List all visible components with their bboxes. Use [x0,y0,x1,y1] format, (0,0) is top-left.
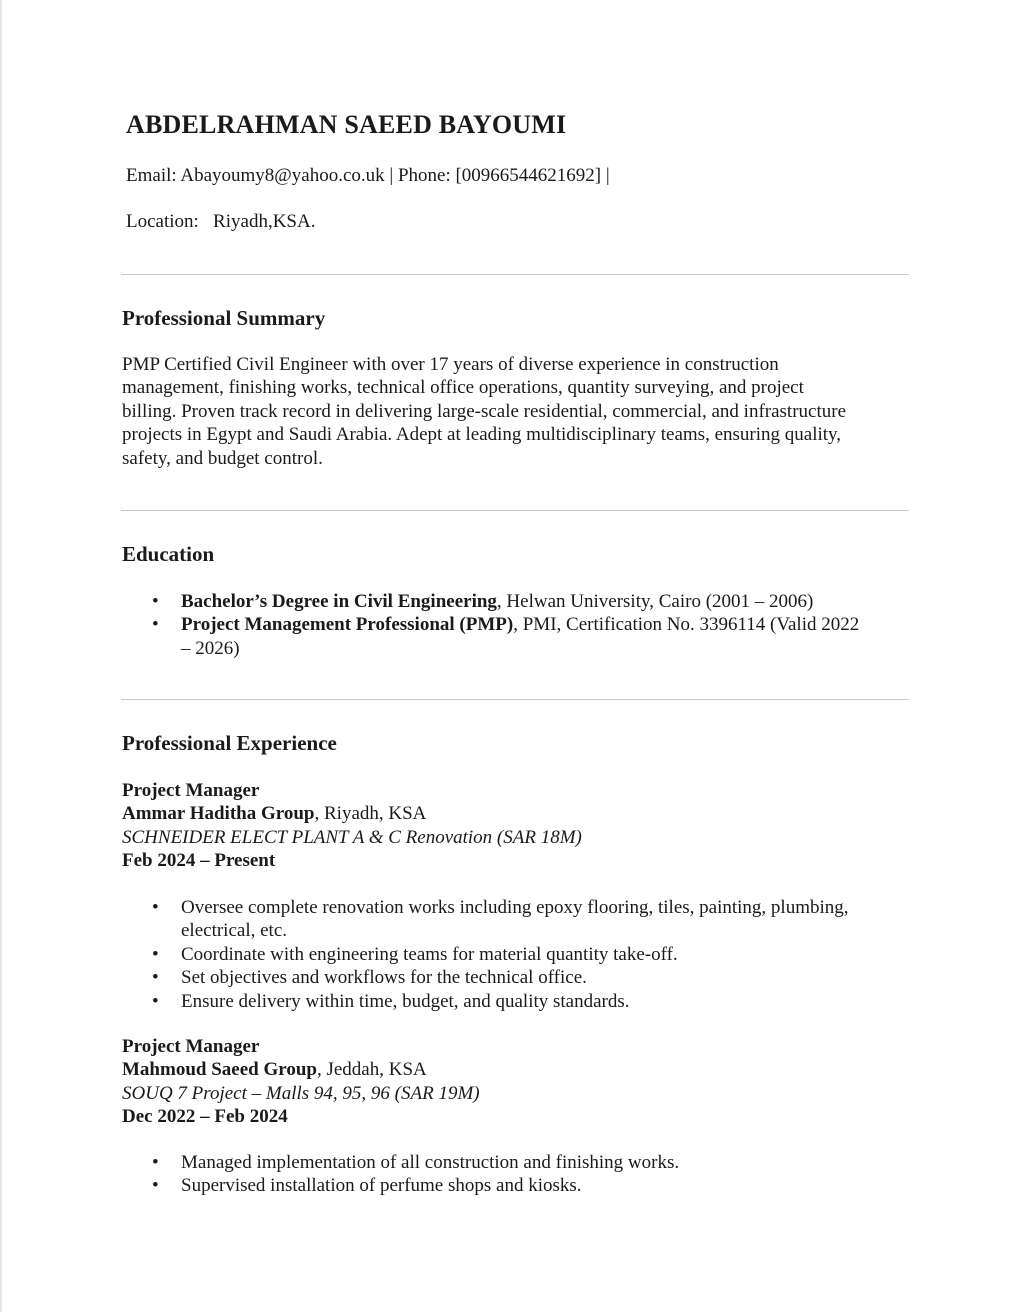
education-item [150,590,859,613]
contact-line: Email: Abayoumy8@yahoo.co.uk | Phone: [00966544621692] | [126,165,610,186]
bullet-icon: • [152,897,159,918]
project-name: SOUQ 7 Project – Malls 94, 95, 96 (SAR 19M) [122,1082,480,1104]
list-item [150,943,849,966]
job-location: , Riyadh, KSA [314,803,427,825]
duty-text-continued: electrical, etc. [181,920,288,942]
job-dates: Feb 2024 – Present [122,850,276,872]
list-item [150,990,849,1013]
list-item [150,896,849,943]
list-item [150,1174,679,1197]
summary-line: projects in Egypt and Saudi Arabia. Adept at leading multidisciplinary teams, ensuring quality, [122,424,842,446]
summary-line: billing. Proven track record in delivering large-scale residential, commercial, and infrastructure [122,400,847,422]
duty-text: Ensure delivery within time, budget, and quality standards. [181,990,630,1012]
bullet-icon: • [152,967,159,989]
job-dates: Dec 2022 – Feb 2024 [122,1106,288,1128]
summary-heading: Professional Summary [122,306,326,330]
bullet-icon: • [152,1175,159,1197]
duty-text: Supervised installation of perfume shops and kiosks. [181,1175,582,1197]
bullet-icon: • [152,990,159,1012]
job-location: , Jeddah, KSA [316,1059,427,1081]
project-name: SCHNEIDER ELECT PLANT A & C Renovation (SAR 18M) [122,826,582,848]
job-title: Project Manager [122,780,260,801]
experience-heading: Professional Experience [122,731,337,755]
job-title: Project Manager [122,1036,260,1057]
degree-title: Bachelor’s Degree in Civil Engineering [181,591,497,612]
summary-paragraph [122,353,902,470]
bullet-icon: • [152,591,159,612]
degree-details: , Helwan University, Cairo (2001 – 2006) [496,591,814,612]
duty-text: Managed implementation of all construction and finishing works. [181,1152,680,1173]
summary-line: safety, and budget control. [122,447,323,469]
bullet-icon: • [152,1152,159,1173]
duty-text: Oversee complete renovation works including epoxy flooring, tiles, painting, plumbing, [181,897,849,918]
list-item [150,966,849,989]
education-list [150,590,859,660]
company-name: Mahmoud Saeed Group [122,1059,317,1081]
job-duties-list [150,1151,679,1198]
job-entry [122,779,582,873]
summary-line: management, finishing works, technical office operations, quantity surveying, and project [122,377,804,399]
job-duties-list [150,896,849,1013]
bullet-icon: • [152,943,159,965]
education-heading: Education [122,542,215,566]
bullet-icon: • [152,614,159,636]
company-name: Ammar Haditha Group [122,803,315,825]
location-line: Location: Riyadh,KSA. [126,211,316,232]
divider [121,274,909,275]
certification-validity: – 2026) [181,637,240,659]
duty-text: Coordinate with engineering teams for material quantity take-off. [181,943,678,965]
list-item [150,1151,679,1174]
duty-text: Set objectives and workflows for the technical office. [181,967,587,989]
job-entry [122,1035,480,1129]
summary-line: PMP Certified Civil Engineer with over 17 years of diverse experience in construction [122,354,779,375]
certification-details: , PMI, Certification No. 3396114 (Valid 2022 [513,614,860,636]
divider [121,510,909,511]
divider [121,699,909,700]
certification-title: Project Management Professional (PMP) [181,614,514,636]
education-item [150,613,859,660]
candidate-name: ABDELRAHMAN SAEED BAYOUMI [126,110,567,139]
